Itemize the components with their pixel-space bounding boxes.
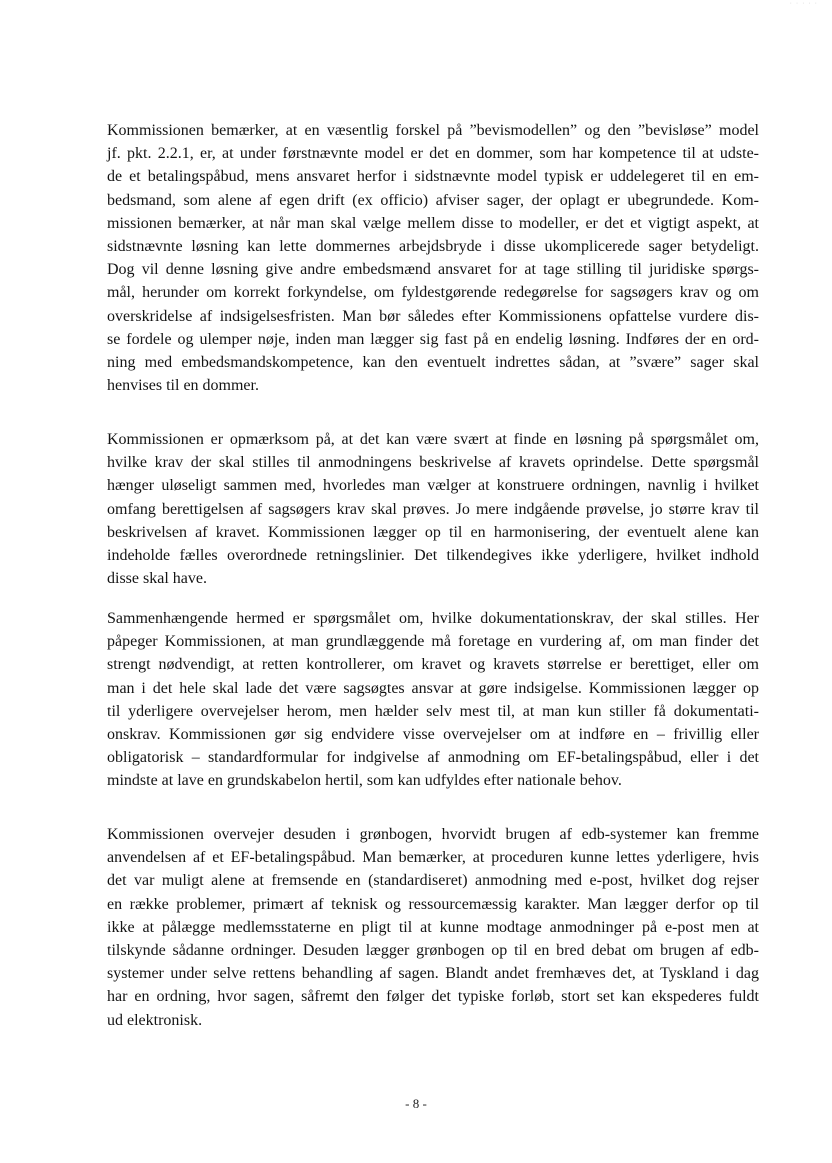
- text-line: overskridelse af indsigelsesfristen. Man bør således efter Kommissionens opfattelse vurdere dis-: [107, 307, 759, 325]
- text-line: en række problemer, primært af teknisk og ressourcemæssig karakter. Man lægger derfor op til: [107, 895, 759, 913]
- text-line: omfang berettigelsen af sagsøgers krav skal prøves. Jo mere indgående prøvelse, jo større krav til: [107, 500, 759, 518]
- text-line: indeholde fælles overordnede retningslinier. Det tilkendegives ikke yderligere, hvilket indhold: [107, 547, 759, 564]
- scan-corner-mark: · · · · ·: [789, 0, 818, 7]
- text-line: har en ordning, hvor sagen, såfremt den følger det typiske forløb, stort set kan ekspederes fuldt: [107, 988, 759, 1006]
- text-line: ud elektronisk.: [107, 1011, 203, 1029]
- text-line: obligatorisk – standardformular for indgivelse af anmodning om EF-betalingspåbud, eller i det: [107, 749, 759, 767]
- text-line: strengt nødvendigt, at retten kontrollerer, om kravet og kravets størrelse er berettiget, eller om: [107, 656, 759, 674]
- text-line: ikke at pålægge medlemsstaterne en pligt til at kunne modtage anmodninger på e-post men at: [107, 918, 759, 936]
- text-line: mindste at lave en grundskabelon hertil, som kan udfyldes efter nationale behov.: [107, 772, 622, 790]
- text-line: sidstnævnte løsning kan lette dommernes arbejdsbryde i disse ukomplicerede sager betydeligt.: [107, 238, 759, 255]
- text-line: Dog vil denne løsning give andre embedsmænd ansvaret for at tage stilling til juridiske spørgs-: [107, 261, 759, 279]
- text-line: se fordele og ulemper nøje, inden man lægger sig fast på en endelig løsning. Indføres der en ord-: [107, 330, 759, 348]
- text-line: missionen bemærker, at når man skal vælge mellem disse to modeller, er det et vigtigt aspekt, at: [107, 214, 759, 232]
- text-line: ning med embedsmandskompetence, kan den eventuelt indrettes sådan, at ”svære” sager skal: [107, 354, 759, 371]
- text-line: Sammenhængende hermed er spørgsmålet om, hvilke dokumentationskrav, der skal stilles. Her: [107, 610, 759, 627]
- text-line: man i det hele skal lade det være sagsøgtes ansvar at gøre indsigelse. Kommissionen lægger op: [107, 679, 759, 697]
- text-line: disse skal have.: [107, 570, 207, 588]
- text-line: anvendelsen af et EF-betalingspåbud. Man bemærker, at proceduren kunne lettes yderligere, hvis: [107, 849, 759, 867]
- text-line: det var muligt alene at fremsende en (standardiseret) anmodning med e-post, hvilket dog rejser: [107, 872, 759, 890]
- text-line: hvilke krav der skal stilles til anmodningens beskrivelse af kravets oprindelse. Dette spørgsmål: [107, 454, 759, 472]
- text-line: jf. pkt. 2.2.1, er, at under førstnævnte model er det en dommer, som har kompetence til at udste-: [107, 145, 759, 163]
- text-line: beskrivelsen af kravet. Kommissionen lægger op til en harmonisering, der eventuelt alene kan: [107, 523, 759, 541]
- page-number: - 8 -: [405, 1096, 427, 1111]
- text-line: Kommissionen er opmærksom på, at det kan være svært at finde en løsning på spørgsmålet om,: [107, 431, 759, 448]
- text-line: tilskynde sådanne ordninger. Desuden lægger grønbogen op til en bred debat om brugen af edb-: [107, 942, 759, 959]
- text-line: hænger uløseligt sammen med, hvorledes man vælger at konstruere ordningen, navnlig i hvilket: [107, 477, 759, 495]
- text-line: systemer under selve rettens behandling af sagen. Blandt andet fremhæves det, at Tyskland i dag: [107, 965, 759, 983]
- text-line: bedsmand, som alene af egen drift (ex officio) afviser sager, der oplagt er ubegrundede. Kom-: [107, 191, 759, 209]
- text-line: onskrav. Kommissionen gør sig endvidere visse overvejelser om at indføre en – frivillig eller: [107, 726, 759, 743]
- text-line: henvises til en dommer.: [107, 377, 259, 395]
- text-line: de et betalingspåbud, mens ansvaret herfor i sidstnævnte model typisk er uddelegeret til en em-: [107, 168, 759, 186]
- text-line: påpeger Kommissionen, at man grundlæggende må foretage en vurdering af, om man finder det: [107, 633, 759, 651]
- text-line: Kommissionen bemærker, at en væsentlig forskel på ”bevismodellen” og den ”bevisløse” model: [107, 122, 759, 139]
- text-line: til yderligere overvejelser herom, men hælder selv mest til, at man kun stiller få dokumentati-: [107, 702, 759, 720]
- text-line: mål, herunder om korrekt forkyndelse, om fyldestgørende redegørelse for sagsøgers krav og om: [107, 284, 759, 302]
- text-line: Kommissionen overvejer desuden i grønbogen, hvorvidt brugen af edb-systemer kan fremme: [107, 826, 759, 843]
